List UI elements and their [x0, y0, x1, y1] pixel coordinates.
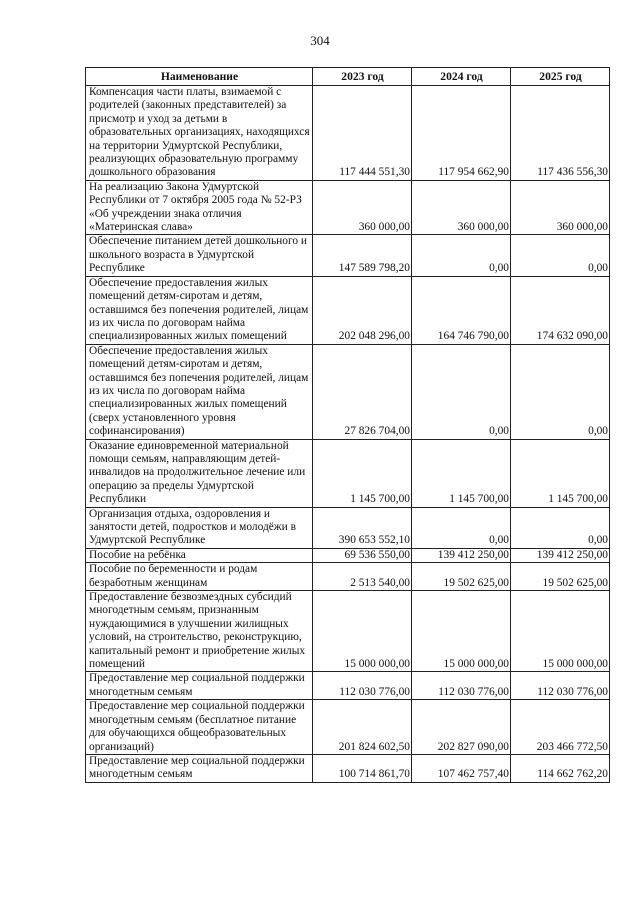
value-2025: 114 662 762,20	[511, 754, 610, 782]
table-row	[86, 548, 610, 562]
value-2024: 0,00	[412, 507, 511, 548]
value-2023: 1 145 700,00	[313, 439, 412, 507]
value-2024: 164 746 790,00	[412, 276, 511, 344]
table-row	[86, 754, 610, 782]
row-name: Пособие на ребёнка	[86, 548, 313, 562]
value-2023: 360 000,00	[313, 180, 412, 235]
value-2024: 202 827 090,00	[412, 700, 511, 755]
value-2023: 202 048 296,00	[313, 276, 412, 344]
table-row	[86, 276, 610, 344]
value-2025: 174 632 090,00	[511, 276, 610, 344]
value-2025: 112 030 776,00	[511, 672, 610, 700]
value-2024: 19 502 625,00	[412, 563, 511, 591]
table-row	[86, 672, 610, 700]
table-row	[86, 180, 610, 235]
value-2023: 15 000 000,00	[313, 591, 412, 672]
table-row	[86, 235, 610, 276]
row-name: Предоставление мер социальной поддержки многодетным семьям	[86, 672, 313, 700]
value-2023: 69 536 550,00	[313, 548, 412, 562]
header-2024: 2024 год	[412, 68, 511, 86]
value-2024: 107 462 757,40	[412, 754, 511, 782]
value-2025: 0,00	[511, 507, 610, 548]
row-name: Компенсация части платы, взимаемой с родителей (законных представителей) за присмотр и уход за детьми в образовательных организациях, находящихся на территории Удмуртской Республики, реализующих образовательную программу дошкольного образования	[86, 86, 313, 181]
row-name: Организация отдыха, оздоровления и занятости детей, подростков и молодёжи в Удмуртской Республике	[86, 507, 313, 548]
header-2023: 2023 год	[313, 68, 412, 86]
table-row	[86, 86, 610, 181]
value-2025: 203 466 772,50	[511, 700, 610, 755]
value-2023: 100 714 861,70	[313, 754, 412, 782]
row-name: Обеспечение предоставления жилых помещений детям-сиротам и детям, оставшимся без попечения родителей, лицам из их числа по договорам найма специализированных жилых помещений (сверх установленного уровня софинансирования)	[86, 344, 313, 439]
value-2024: 0,00	[412, 344, 511, 439]
value-2025: 1 145 700,00	[511, 439, 610, 507]
row-name: Предоставление мер социальной поддержки многодетным семьям	[86, 754, 313, 782]
value-2025: 360 000,00	[511, 180, 610, 235]
table-row	[86, 700, 610, 755]
value-2023: 112 030 776,00	[313, 672, 412, 700]
table-row	[86, 344, 610, 439]
value-2024: 1 145 700,00	[412, 439, 511, 507]
value-2023: 27 826 704,00	[313, 344, 412, 439]
table-header-row	[86, 68, 610, 86]
value-2023: 2 513 540,00	[313, 563, 412, 591]
header-name: Наименование	[86, 68, 313, 86]
header-2025: 2025 год	[511, 68, 610, 86]
value-2023: 201 824 602,50	[313, 700, 412, 755]
value-2023: 147 589 798,20	[313, 235, 412, 276]
value-2024: 15 000 000,00	[412, 591, 511, 672]
row-name: Предоставление безвозмездных субсидий многодетным семьям, признанным нуждающимися в улучшении жилищных условий, на строительство, реконструкцию, капитальный ремонт и приобретение жилых помещений	[86, 591, 313, 672]
value-2023: 390 653 552,10	[313, 507, 412, 548]
value-2024: 117 954 662,90	[412, 86, 511, 181]
value-2025: 19 502 625,00	[511, 563, 610, 591]
value-2025: 0,00	[511, 235, 610, 276]
row-name: Оказание единовременной материальной помощи семьям, направляющим детей-инвалидов на продолжительное лечение или операцию за пределы Удмуртской Республики	[86, 439, 313, 507]
table-row	[86, 439, 610, 507]
table-row	[86, 591, 610, 672]
row-name: Пособие по беременности и родам безработным женщинам	[86, 563, 313, 591]
value-2023: 117 444 551,30	[313, 86, 412, 181]
row-name: Обеспечение питанием детей дошкольного и школьного возраста в Удмуртской Республике	[86, 235, 313, 276]
value-2025: 117 436 556,30	[511, 86, 610, 181]
budget-table	[85, 67, 610, 783]
row-name: Предоставление мер социальной поддержки многодетным семьям (бесплатное питание для обучающихся общеобразовательных организаций)	[86, 700, 313, 755]
page-number: 304	[310, 33, 330, 48]
value-2024: 0,00	[412, 235, 511, 276]
value-2024: 360 000,00	[412, 180, 511, 235]
table-row	[86, 563, 610, 591]
table-row	[86, 507, 610, 548]
value-2025: 139 412 250,00	[511, 548, 610, 562]
row-name: Обеспечение предоставления жилых помещений детям-сиротам и детям, оставшимся без попечения родителей, лицам из их числа по договорам найма специализированных жилых помещений	[86, 276, 313, 344]
value-2024: 112 030 776,00	[412, 672, 511, 700]
row-name: На реализацию Закона Удмуртской Республики от 7 октября 2005 года № 52-РЗ «Об учреждении знака отличия «Материнская слава»	[86, 180, 313, 235]
value-2025: 15 000 000,00	[511, 591, 610, 672]
value-2024: 139 412 250,00	[412, 548, 511, 562]
value-2025: 0,00	[511, 344, 610, 439]
